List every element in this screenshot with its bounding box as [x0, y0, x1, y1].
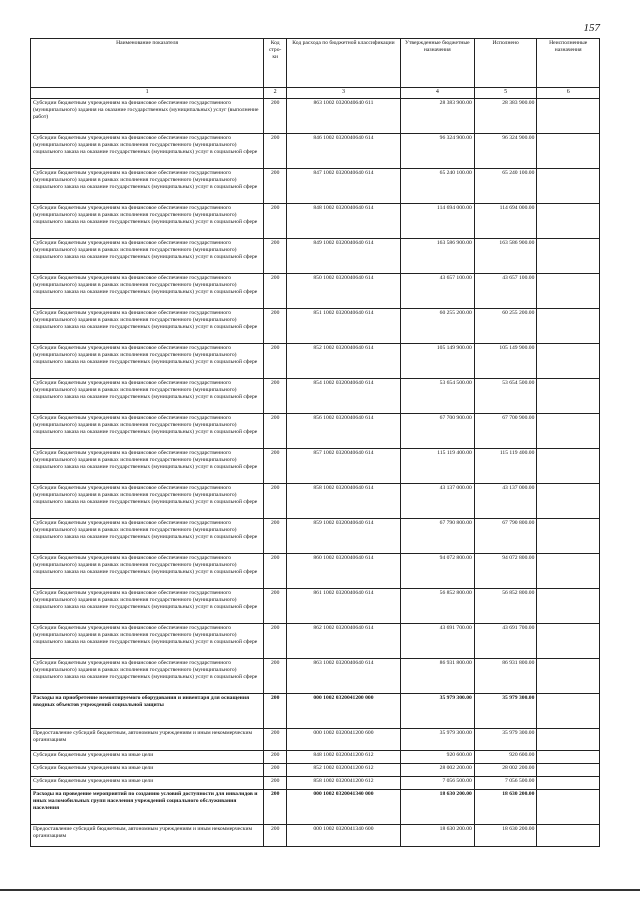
- row-name: Субсидии бюджетным учреждениям на финансовое обеспечение государственного (муниципального) задания в рамках исполнения государственного (муниципального) социального заказа на оказание государственных (муниципальных) услуг в социальной сфере: [31, 484, 264, 519]
- row-line-code: 200: [264, 274, 287, 309]
- row-expense-code: 854 1002 0320040640 614: [287, 379, 401, 414]
- table-row: [31, 169, 600, 204]
- row-line-code: 200: [264, 309, 287, 344]
- row-executed: 28 002 200.00: [474, 764, 537, 777]
- row-line-code: 200: [264, 777, 287, 790]
- row-name: Субсидии бюджетным учреждениям на финансовое обеспечение государственного (муниципального) задания в рамках исполнения государственного (муниципального) социального заказа на оказание государственных (муниципальных) услуг в социальной сфере: [31, 344, 264, 379]
- row-name: Субсидии бюджетным учреждениям на иные цели: [31, 751, 264, 764]
- row-approved: 18 630 200.00: [400, 790, 474, 825]
- column-number-row: [31, 88, 600, 99]
- row-approved: 18 630 200.00: [400, 825, 474, 847]
- row-name: Расходы на приобретение немонтируемого оборудования и инвентаря для оснащения вводных объектов учреждений социальной защиты: [31, 694, 264, 729]
- row-unexecuted: [537, 484, 600, 519]
- column-number: 2: [264, 88, 287, 99]
- row-expense-code: 000 1002 0320041340 600: [287, 825, 401, 847]
- column-number: 4: [400, 88, 474, 99]
- row-unexecuted: [537, 694, 600, 729]
- row-unexecuted: [537, 134, 600, 169]
- row-unexecuted: [537, 309, 600, 344]
- table-row: [31, 729, 600, 751]
- row-approved: 94 072 800.00: [400, 554, 474, 589]
- row-approved: 28 002 200.00: [400, 764, 474, 777]
- row-expense-code: 863 1002 0320040640 614: [287, 659, 401, 694]
- row-expense-code: 848 1002 0320040640 614: [287, 204, 401, 239]
- row-unexecuted: [537, 729, 600, 751]
- table-row: [31, 825, 600, 847]
- table-row: [31, 764, 600, 777]
- row-expense-code: 851 1002 0320040640 614: [287, 309, 401, 344]
- row-line-code: 200: [264, 825, 287, 847]
- row-expense-code: 863 1002 0320040640 611: [287, 99, 401, 134]
- table-row: [31, 379, 600, 414]
- row-line-code: 200: [264, 134, 287, 169]
- row-executed: 60 255 200.00: [474, 309, 537, 344]
- row-unexecuted: [537, 790, 600, 825]
- row-executed: 43 691 700.00: [474, 624, 537, 659]
- table-row: [31, 309, 600, 344]
- row-name: Субсидии бюджетным учреждениям на финансовое обеспечение государственного (муниципального) задания в рамках исполнения государственного (муниципального) социального заказа на оказание государственных (муниципальных) услуг в социальной сфере: [31, 589, 264, 624]
- row-executed: 53 654 500.00: [474, 379, 537, 414]
- table-row: [31, 484, 600, 519]
- row-expense-code: 858 1002 0320041200 612: [287, 777, 401, 790]
- row-expense-code: 847 1002 0320040640 614: [287, 169, 401, 204]
- row-unexecuted: [537, 449, 600, 484]
- table-row: [31, 99, 600, 134]
- row-expense-code: 848 1002 0320041200 612: [287, 751, 401, 764]
- header-executed: Исполнено: [474, 39, 537, 88]
- row-name: Субсидии бюджетным учреждениям на иные цели: [31, 764, 264, 777]
- row-name: Субсидии бюджетным учреждениям на финансовое обеспечение государственного (муниципального) задания в рамках исполнения государственного (муниципального) социального заказа на оказание государственных (муниципальных) услуг в социальной сфере: [31, 239, 264, 274]
- row-approved: 163 586 900.00: [400, 239, 474, 274]
- row-unexecuted: [537, 751, 600, 764]
- row-approved: 60 255 200.00: [400, 309, 474, 344]
- row-approved: 35 979 300.00: [400, 729, 474, 751]
- header-indicator-name: Наименование показателя: [31, 39, 264, 88]
- row-approved: 105 149 900.00: [400, 344, 474, 379]
- row-name: Субсидии бюджетным учреждениям на финансовое обеспечение государственного (муниципального) задания на оказание государственных (муниципальных) услуг (выполнение работ): [31, 99, 264, 134]
- header-expense-code: Код расхода по бюджетной классификации: [287, 39, 401, 88]
- row-line-code: 200: [264, 449, 287, 484]
- row-name: Субсидии бюджетным учреждениям на иные цели: [31, 777, 264, 790]
- row-unexecuted: [537, 274, 600, 309]
- row-executed: 65 240 100.00: [474, 169, 537, 204]
- row-approved: 7 056 500.00: [400, 777, 474, 790]
- row-name: Субсидии бюджетным учреждениям на финансовое обеспечение государственного (муниципального) задания в рамках исполнения государственного (муниципального) социального заказа на оказание государственных (муниципальных) услуг в социальной сфере: [31, 309, 264, 344]
- page-bottom-divider: [0, 889, 640, 891]
- row-unexecuted: [537, 589, 600, 624]
- table-row: [31, 589, 600, 624]
- table-row: [31, 274, 600, 309]
- row-unexecuted: [537, 764, 600, 777]
- row-expense-code: 000 1002 0320041200 000: [287, 694, 401, 729]
- row-line-code: 200: [264, 379, 287, 414]
- row-approved: 86 931 800.00: [400, 659, 474, 694]
- row-executed: 105 149 900.00: [474, 344, 537, 379]
- row-line-code: 200: [264, 624, 287, 659]
- row-executed: 920 600.00: [474, 751, 537, 764]
- row-name: Субсидии бюджетным учреждениям на финансовое обеспечение государственного (муниципального) задания в рамках исполнения государственного (муниципального) социального заказа на оказание государственных (муниципальных) услуг в социальной сфере: [31, 204, 264, 239]
- row-name: Расходы на проведение мероприятий по созданию условий доступности для инвалидов и иных маломобильных групп населения учреждений социального обслуживания населения: [31, 790, 264, 825]
- table-row: [31, 204, 600, 239]
- row-executed: 35 979 300.00: [474, 729, 537, 751]
- row-unexecuted: [537, 777, 600, 790]
- row-executed: 96 324 900.00: [474, 134, 537, 169]
- row-name: Субсидии бюджетным учреждениям на финансовое обеспечение государственного (муниципального) задания в рамках исполнения государственного (муниципального) социального заказа на оказание государственных (муниципальных) услуг в социальной сфере: [31, 414, 264, 449]
- row-approved: 67 700 900.00: [400, 414, 474, 449]
- row-executed: 56 852 800.00: [474, 589, 537, 624]
- table-row: [31, 694, 600, 729]
- row-expense-code: 859 1002 0320040640 614: [287, 519, 401, 554]
- row-line-code: 200: [264, 204, 287, 239]
- row-approved: 67 790 800.00: [400, 519, 474, 554]
- row-executed: 67 790 800.00: [474, 519, 537, 554]
- row-line-code: 200: [264, 519, 287, 554]
- row-line-code: 200: [264, 239, 287, 274]
- row-unexecuted: [537, 554, 600, 589]
- row-unexecuted: [537, 624, 600, 659]
- row-executed: 18 630 200.00: [474, 825, 537, 847]
- row-expense-code: 000 1002 0320041200 600: [287, 729, 401, 751]
- column-number: 5: [474, 88, 537, 99]
- row-expense-code: 858 1002 0320040640 614: [287, 484, 401, 519]
- row-executed: 114 694 000.00: [474, 204, 537, 239]
- header-unexecuted: Неисполненные назначения: [537, 39, 600, 88]
- row-line-code: 200: [264, 169, 287, 204]
- row-unexecuted: [537, 379, 600, 414]
- row-unexecuted: [537, 344, 600, 379]
- row-approved: 96 324 900.00: [400, 134, 474, 169]
- table-row: [31, 790, 600, 825]
- row-expense-code: 861 1002 0320040640 614: [287, 589, 401, 624]
- row-expense-code: 852 1002 0320041200 612: [287, 764, 401, 777]
- row-line-code: 200: [264, 751, 287, 764]
- row-executed: 115 119 400.00: [474, 449, 537, 484]
- row-approved: 920 600.00: [400, 751, 474, 764]
- row-name: Субсидии бюджетным учреждениям на финансовое обеспечение государственного (муниципального) задания в рамках исполнения государственного (муниципального) социального заказа на оказание государственных (муниципальных) услуг в социальной сфере: [31, 274, 264, 309]
- row-approved: 35 979 300.00: [400, 694, 474, 729]
- row-executed: 28 383 900.00: [474, 99, 537, 134]
- row-expense-code: 850 1002 0320040640 614: [287, 274, 401, 309]
- row-executed: 43 657 100.00: [474, 274, 537, 309]
- row-executed: 35 979 300.00: [474, 694, 537, 729]
- row-line-code: 200: [264, 484, 287, 519]
- row-line-code: 200: [264, 694, 287, 729]
- row-unexecuted: [537, 169, 600, 204]
- row-approved: 115 119 400.00: [400, 449, 474, 484]
- table-row: [31, 624, 600, 659]
- row-executed: 18 630 200.00: [474, 790, 537, 825]
- budget-execution-table: [30, 38, 600, 847]
- row-name: Предоставление субсидий бюджетным, автономным учреждениям и иным некоммерческим организациям: [31, 729, 264, 751]
- row-expense-code: 860 1002 0320040640 614: [287, 554, 401, 589]
- row-approved: 43 137 000.00: [400, 484, 474, 519]
- row-expense-code: 856 1002 0320040640 614: [287, 414, 401, 449]
- header-row: [31, 39, 600, 88]
- row-name: Субсидии бюджетным учреждениям на финансовое обеспечение государственного (муниципального) задания в рамках исполнения государственного (муниципального) социального заказа на оказание государственных (муниципальных) услуг в социальной сфере: [31, 624, 264, 659]
- row-unexecuted: [537, 99, 600, 134]
- table-row: [31, 134, 600, 169]
- row-name: Предоставление субсидий бюджетным, автономным учреждениям и иным некоммерческим организациям: [31, 825, 264, 847]
- row-approved: 56 852 800.00: [400, 589, 474, 624]
- row-name: Субсидии бюджетным учреждениям на финансовое обеспечение государственного (муниципального) задания в рамках исполнения государственного (муниципального) социального заказа на оказание государственных (муниципальных) услуг в социальной сфере: [31, 554, 264, 589]
- column-number: 1: [31, 88, 264, 99]
- row-unexecuted: [537, 239, 600, 274]
- table-row: [31, 554, 600, 589]
- row-expense-code: 857 1002 0320040640 614: [287, 449, 401, 484]
- row-executed: 7 056 500.00: [474, 777, 537, 790]
- row-approved: 65 240 100.00: [400, 169, 474, 204]
- row-name: Субсидии бюджетным учреждениям на финансовое обеспечение государственного (муниципального) задания в рамках исполнения государственного (муниципального) социального заказа на оказание государственных (муниципальных) услуг в социальной сфере: [31, 449, 264, 484]
- row-approved: 43 691 700.00: [400, 624, 474, 659]
- row-expense-code: 000 1002 0320041340 000: [287, 790, 401, 825]
- table-row: [31, 449, 600, 484]
- row-executed: 94 072 800.00: [474, 554, 537, 589]
- row-name: Субсидии бюджетным учреждениям на финансовое обеспечение государственного (муниципального) задания в рамках исполнения государственного (муниципального) социального заказа на оказание государственных (муниципальных) услуг в социальной сфере: [31, 659, 264, 694]
- row-executed: 67 700 900.00: [474, 414, 537, 449]
- column-number: 3: [287, 88, 401, 99]
- header-line-code: Код стро-ки: [264, 39, 287, 88]
- row-expense-code: 846 1002 0320040640 614: [287, 134, 401, 169]
- row-approved: 114 694 000.00: [400, 204, 474, 239]
- table-row: [31, 659, 600, 694]
- row-line-code: 200: [264, 659, 287, 694]
- row-name: Субсидии бюджетным учреждениям на финансовое обеспечение государственного (муниципального) задания в рамках исполнения государственного (муниципального) социального заказа на оказание государственных (муниципальных) услуг в социальной сфере: [31, 169, 264, 204]
- row-approved: 53 654 500.00: [400, 379, 474, 414]
- row-expense-code: 862 1002 0320040640 614: [287, 624, 401, 659]
- row-unexecuted: [537, 204, 600, 239]
- table-row: [31, 344, 600, 379]
- row-unexecuted: [537, 519, 600, 554]
- row-line-code: 200: [264, 554, 287, 589]
- row-name: Субсидии бюджетным учреждениям на финансовое обеспечение государственного (муниципального) задания в рамках исполнения государственного (муниципального) социального заказа на оказание государственных (муниципальных) услуг в социальной сфере: [31, 379, 264, 414]
- row-unexecuted: [537, 414, 600, 449]
- row-line-code: 200: [264, 790, 287, 825]
- table-row: [31, 519, 600, 554]
- row-expense-code: 852 1002 0320040640 614: [287, 344, 401, 379]
- row-name: Субсидии бюджетным учреждениям на финансовое обеспечение государственного (муниципального) задания в рамках исполнения государственного (муниципального) социального заказа на оказание государственных (муниципальных) услуг в социальной сфере: [31, 519, 264, 554]
- row-line-code: 200: [264, 589, 287, 624]
- row-line-code: 200: [264, 414, 287, 449]
- row-line-code: 200: [264, 99, 287, 134]
- row-line-code: 200: [264, 764, 287, 777]
- row-executed: 43 137 000.00: [474, 484, 537, 519]
- table-row: [31, 414, 600, 449]
- page-number: 157: [583, 22, 600, 34]
- row-unexecuted: [537, 825, 600, 847]
- table-row: [31, 751, 600, 764]
- row-approved: 43 657 100.00: [400, 274, 474, 309]
- column-number: 6: [537, 88, 600, 99]
- header-approved: Утвержденные бюджетные назначения: [400, 39, 474, 88]
- table-row: [31, 777, 600, 790]
- row-line-code: 200: [264, 729, 287, 751]
- row-executed: 163 586 900.00: [474, 239, 537, 274]
- row-executed: 86 931 800.00: [474, 659, 537, 694]
- row-expense-code: 849 1002 0320040640 614: [287, 239, 401, 274]
- table-row: [31, 239, 600, 274]
- row-unexecuted: [537, 659, 600, 694]
- row-name: Субсидии бюджетным учреждениям на финансовое обеспечение государственного (муниципального) задания в рамках исполнения государственного (муниципального) социального заказа на оказание государственных (муниципальных) услуг в социальной сфере: [31, 134, 264, 169]
- row-line-code: 200: [264, 344, 287, 379]
- row-approved: 28 383 900.00: [400, 99, 474, 134]
